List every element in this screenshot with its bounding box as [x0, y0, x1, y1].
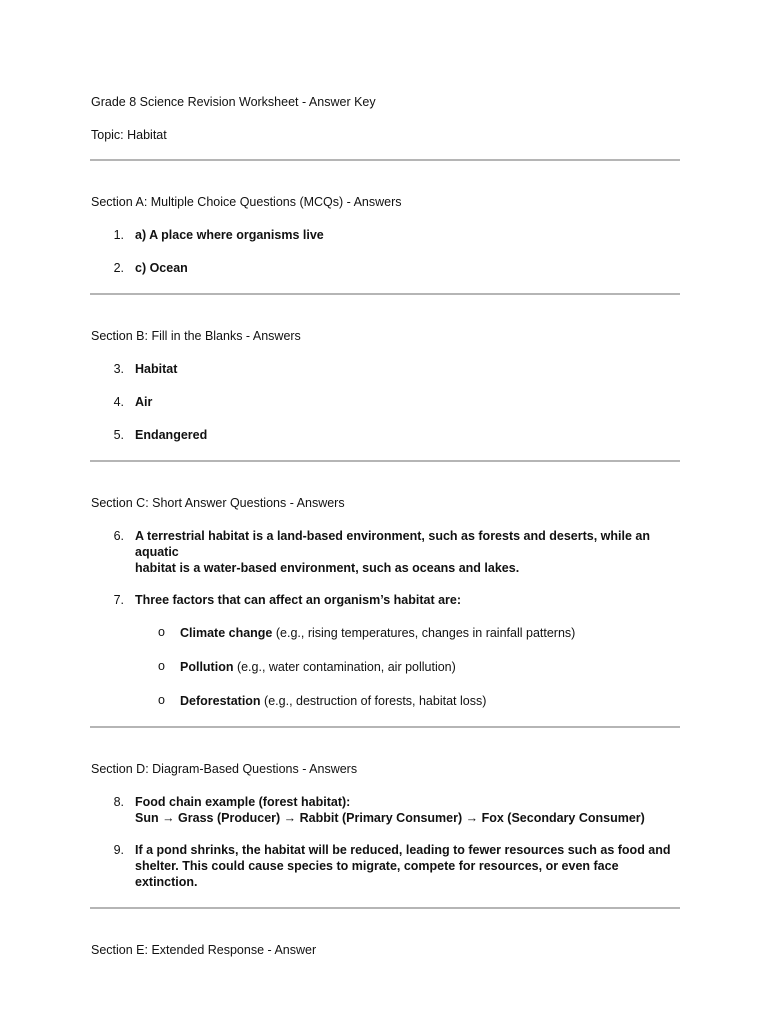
answer-text-line: habitat is a water-based environment, such as oceans and lakes. [135, 561, 520, 575]
document-topic: Topic: Habitat [91, 128, 167, 142]
factor-detail: (e.g., water contamination, air pollution) [233, 660, 456, 674]
answer-number: 2. [113, 261, 124, 275]
answer-item [91, 592, 679, 608]
answer-item [91, 842, 679, 890]
section-divider [90, 907, 680, 909]
factor-term: Pollution [180, 660, 234, 674]
answer-text: Habitat [135, 362, 178, 376]
answer-item [91, 794, 679, 826]
bullet-marker: o [158, 659, 165, 673]
answer-text: Air [135, 395, 153, 409]
answer-item [91, 528, 679, 576]
answer-text-line: shelter. This could cause species to migrate, compete for resources, or even face extinction. [135, 859, 619, 889]
section-b-heading: Section B: Fill in the Blanks - Answers [91, 329, 301, 343]
factor-term: Climate change [180, 626, 273, 640]
answer-number: 3. [113, 362, 124, 376]
factor-item [91, 693, 679, 709]
factor-detail: (e.g., rising temperatures, changes in rainfall patterns) [272, 626, 576, 640]
answer-number: 5. [113, 428, 124, 442]
section-divider [90, 726, 680, 728]
bullet-marker: o [158, 693, 165, 707]
section-d-heading: Section D: Diagram-Based Questions - Answers [91, 762, 358, 776]
section-d-answers [91, 794, 679, 890]
factor-detail: (e.g., destruction of forests, habitat loss) [260, 694, 487, 708]
answer-text-line: If a pond shrinks, the habitat will be reduced, leading to fewer resources such as food and [135, 843, 671, 857]
answer-item [91, 227, 679, 243]
section-e-heading: Section E: Extended Response - Answer [91, 943, 317, 957]
factor-item [91, 625, 679, 641]
answer-text-line: Food chain example (forest habitat): [135, 795, 351, 809]
answer-item [91, 427, 679, 443]
section-divider [90, 159, 680, 161]
answer-number: 8. [113, 795, 124, 809]
section-divider [90, 293, 680, 295]
bullet-marker: o [158, 625, 165, 639]
answer-text: c) Ocean [135, 261, 188, 275]
document-body [91, 94, 679, 975]
section-a-answers [91, 227, 679, 276]
answer-text: a) A place where organisms live [135, 228, 324, 242]
section-a-heading: Section A: Multiple Choice Questions (MCQs) - Answers [91, 195, 402, 209]
factor-term: Deforestation [180, 694, 261, 708]
answer-text: Three factors that can affect an organism’s habitat are: [135, 593, 462, 607]
answer-number: 9. [113, 843, 124, 857]
answer-item [91, 394, 679, 410]
answer-item [91, 260, 679, 276]
food-chain-text: Sun → Grass (Producer) → Rabbit (Primary Consumer) → Fox (Secondary Consumer) [135, 811, 645, 825]
answer-number: 4. [113, 395, 124, 409]
document-title: Grade 8 Science Revision Worksheet - Answer Key [91, 95, 376, 109]
answer-text: Endangered [135, 428, 208, 442]
section-b-answers [91, 361, 679, 443]
section-c-answers [91, 528, 679, 608]
answer-item [91, 361, 679, 377]
answer-number: 7. [113, 593, 124, 607]
answer-number: 1. [113, 228, 124, 242]
answer-text-line: A terrestrial habitat is a land-based environment, such as forests and deserts, while an aquatic [135, 529, 650, 559]
factors-list [91, 625, 679, 709]
answer-number: 6. [113, 529, 124, 543]
factor-item [91, 659, 679, 675]
section-divider [90, 460, 680, 462]
section-c-heading: Section C: Short Answer Questions - Answers [91, 496, 345, 510]
